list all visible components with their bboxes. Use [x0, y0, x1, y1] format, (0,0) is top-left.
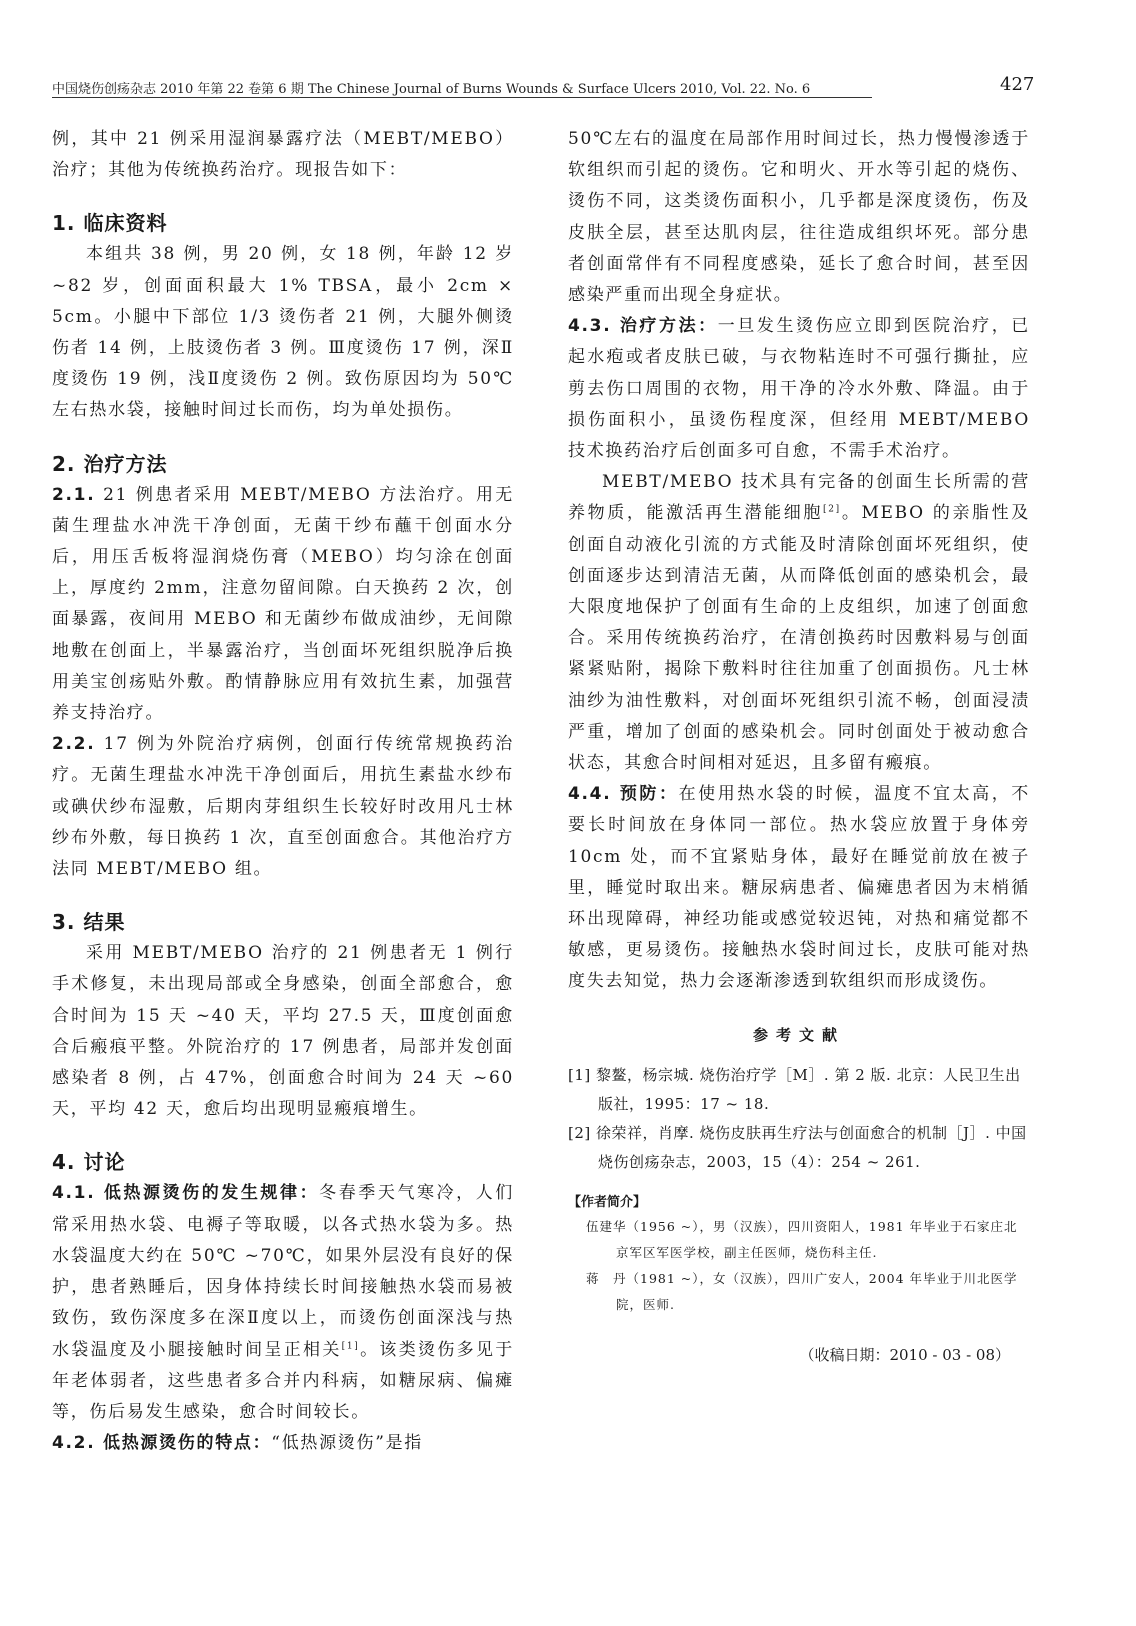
section-4-1-paragraph — [52, 1178, 514, 1428]
left-column — [52, 124, 514, 1459]
section-4-title: 4. 讨论 — [52, 1150, 126, 1175]
author-info-title: 【作者简介】 — [568, 1194, 647, 1210]
right-column — [568, 124, 1030, 1365]
reference-2: [2] 徐荣祥，肖摩. 烧伤皮肤再生疗法与创面愈合的机制［J］. 中国烧伤创疡杂志，2003，15（4）：254 ~ 261. — [568, 1123, 1027, 1171]
page-number: 427 — [1000, 74, 1035, 95]
header-rule — [52, 97, 872, 98]
author-1: 伍建华（1956 ~），男（汉族），四川资阳人，1981 年毕业于石家庄北京军区军医学校，副主任医师，烧伤科主任. — [586, 1218, 1018, 1260]
mebt-text-a: MEBT/MEBO 技术具有完备的创面生长所需的营养物质，能激活再生潜能细胞 — [568, 472, 1030, 524]
section-2-1-text: 21 例患者采用 MEBT/MEBO 方法治疗。用无菌生理盐水冲洗干净创面，无菌干纱布蘸干创面水分后，用压舌板将湿润烧伤膏（MEBO）均匀涂在创面上，厚度约 2mm，注意勿留间隙。白天换药 2 次，创面暴露，夜间用 MEBO 和无菌纱布做成油纱，无间隙地敷在创面上，半暴露治疗，当创面坏死组织脱净后换用美宝创疡贴外敷。酌情静脉应用有效抗生素，加强营养支持治疗。 — [52, 484, 514, 724]
section-2-1-paragraph — [52, 480, 514, 730]
received-date: （收稿日期：2010 - 03 - 08） — [799, 1345, 1010, 1364]
section-2-2-number: 2.2. — [52, 734, 96, 755]
section-4-1-text-cont: 。该类烫伤多见于年老体弱者，这些患者多合并内科病，如糖尿病、偏瘫等，伤后易发生感染，愈合时间较长。 — [52, 1339, 514, 1422]
section-1-paragraph: 本组共 38 例，男 20 例，女 18 例，年龄 12 岁 ~82 岁，创面面积最大 1% TBSA，最小 2cm × 5cm。小腿中下部位 1/3 烫伤者 21 例，大腿外侧烫伤者 14 例，上肢烫伤者 3 例。Ⅲ度烫伤 17 例，深Ⅱ度烫伤 19 例，浅Ⅱ度烫伤 2 例。致伤原因均为 50℃左右热水袋，接触时间过长而伤，均为单处损伤。 — [52, 244, 514, 421]
mebt-text-b: 。MEBO 的亲脂性及创面自动液化引流的方式能及时清除创面坏死组织，使创面逐步达到清洁无菌，从而降低创面的感染机会，最大限度地保护了创面有生命的上皮组织，加速了创面愈合。采用传统换药治疗，在清创换药时因敷料易与创面紧紧贴附，揭除下敷料时往往加重了创面损伤。凡士林油纱为油性敷料，对创面坏死组织引流不畅，创面浸渍严重，增加了创面的感染机会。同时创面处于被动愈合状态，其愈合时间相对延迟，且多留有瘢痕。 — [568, 503, 1030, 774]
section-2-2-text: 17 例为外院治疗病例，创面行传统常规换药治疗。无菌生理盐水冲洗干净创面后，用抗生素盐水纱布或碘伏纱布湿敷，后期肉芽组织生长较好时改用凡士林纱布外敷，每日换药 1 次，直至创面愈合。其他治疗方法同 MEBT/MEBO 组。 — [52, 734, 514, 880]
section-4-1-text: 冬春季天气寒冷，人们常采用热水袋、电褥子等取暖，以各式热水袋为多。热水袋温度大约在 50℃ ~70℃，如果外层没有良好的保护，患者熟睡后，因身体持续长时间接触热水袋而易被致伤，致伤深度多在深Ⅱ度以上，而烫伤创面深浅与热水袋温度及小腿接触时间呈正相关 — [52, 1183, 514, 1360]
section-4-2-paragraph — [52, 1428, 514, 1459]
mebt-paragraph — [568, 467, 1030, 779]
references-title: 参考文献 — [752, 1025, 845, 1044]
section-4-4-paragraph — [568, 779, 1030, 997]
section-1-title: 1. 临床资料 — [52, 211, 168, 236]
section-3-title: 3. 结果 — [52, 910, 126, 935]
section-2-title: 2. 治疗方法 — [52, 451, 168, 476]
section-3-paragraph: 采用 MEBT/MEBO 治疗的 21 例患者无 1 例行手术修复，未出现局部或全身感染，创面全部愈合，愈合时间为 15 天 ~40 天，平均 27.5 天，Ⅲ度创面愈合后瘢痕平整。外院治疗的 17 例患者，局部并发创面感染者 8 例，占 47%，创面愈合时间为 24 天 ~60 天，平均 42 天，愈后均出现明显瘢痕增生。 — [52, 943, 514, 1120]
section-4-3-label: 4.3. 治疗方法： — [568, 316, 718, 337]
section-4-2-text: “低热源烫伤”是指 — [271, 1433, 423, 1454]
section-4-2-label: 4.2. 低热源烫伤的特点： — [52, 1433, 272, 1454]
section-4-3-text: 一旦发生烫伤应立即到医院治疗，已起水疱或者皮肤已破，与衣物粘连时不可强行撕扯，应剪去伤口周围的衣物，用干净的冷水外敷、降温。由于损伤面积小，虽烫伤程度深，但经用 MEBT/MEBO 技术换药治疗后创面多可自愈，不需手术治疗。 — [568, 316, 1031, 462]
section-4-4-text: 在使用热水袋的时候，温度不宜太高，不要长时间放在身体同一部位。热水袋应放置于身体旁 10cm 处，而不宜紧贴身体，最好在睡觉前放在被子里，睡觉时取出来。糖尿病患者、偏瘫患者因为末梢循环出现障碍，神经功能或感觉较迟钝，对热和痛觉都不敏感，更易烫伤。接触热水袋时间过长，皮肤可能对热度失去知觉，热力会逐渐渗透到软组织而形成烫伤。 — [568, 784, 1030, 992]
running-header: 中国烧伤创疡杂志 2010 年第 22 卷第 6 期 The Chinese Journal of Burns Wounds & Surface Ulcers 2010, Vol. 22. No. 6 — [52, 82, 811, 97]
reference-1: [1] 黎鳌，杨宗城. 烧伤治疗学［M］. 第 2 版. 北京：人民卫生出版社，1995：17 ~ 18. — [568, 1065, 1021, 1113]
section-4-3-paragraph — [568, 311, 1030, 467]
author-2: 蒋 丹（1981 ~），女（汉族），四川广安人，2004 年毕业于川北医学院，医师. — [586, 1270, 1018, 1312]
citation-1: [1] — [341, 1340, 360, 1351]
intro-paragraph: 例，其中 21 例采用湿润暴露疗法（MEBT/MEBO）治疗；其他为传统换药治疗。现报告如下： — [52, 129, 514, 181]
citation-2: [2] — [823, 504, 841, 515]
section-4-2-continued: 50℃左右的温度在局部作用时间过长，热力慢慢渗透于软组织而引起的烫伤。它和明火、开水等引起的烧伤、烫伤不同，这类烫伤面积小，几乎都是深度烫伤，伤及皮肤全层，甚至达肌肉层，往往造成组织坏死。部分患者创面常伴有不同程度感染，延长了愈合时间，甚至因感染严重而出现全身症状。 — [568, 129, 1030, 306]
section-4-1-label: 4.1. 低热源烫伤的发生规律： — [52, 1183, 320, 1204]
section-2-1-number: 2.1. — [52, 484, 96, 505]
section-2-2-paragraph — [52, 729, 514, 885]
section-4-4-label: 4.4. 预防： — [568, 784, 679, 805]
